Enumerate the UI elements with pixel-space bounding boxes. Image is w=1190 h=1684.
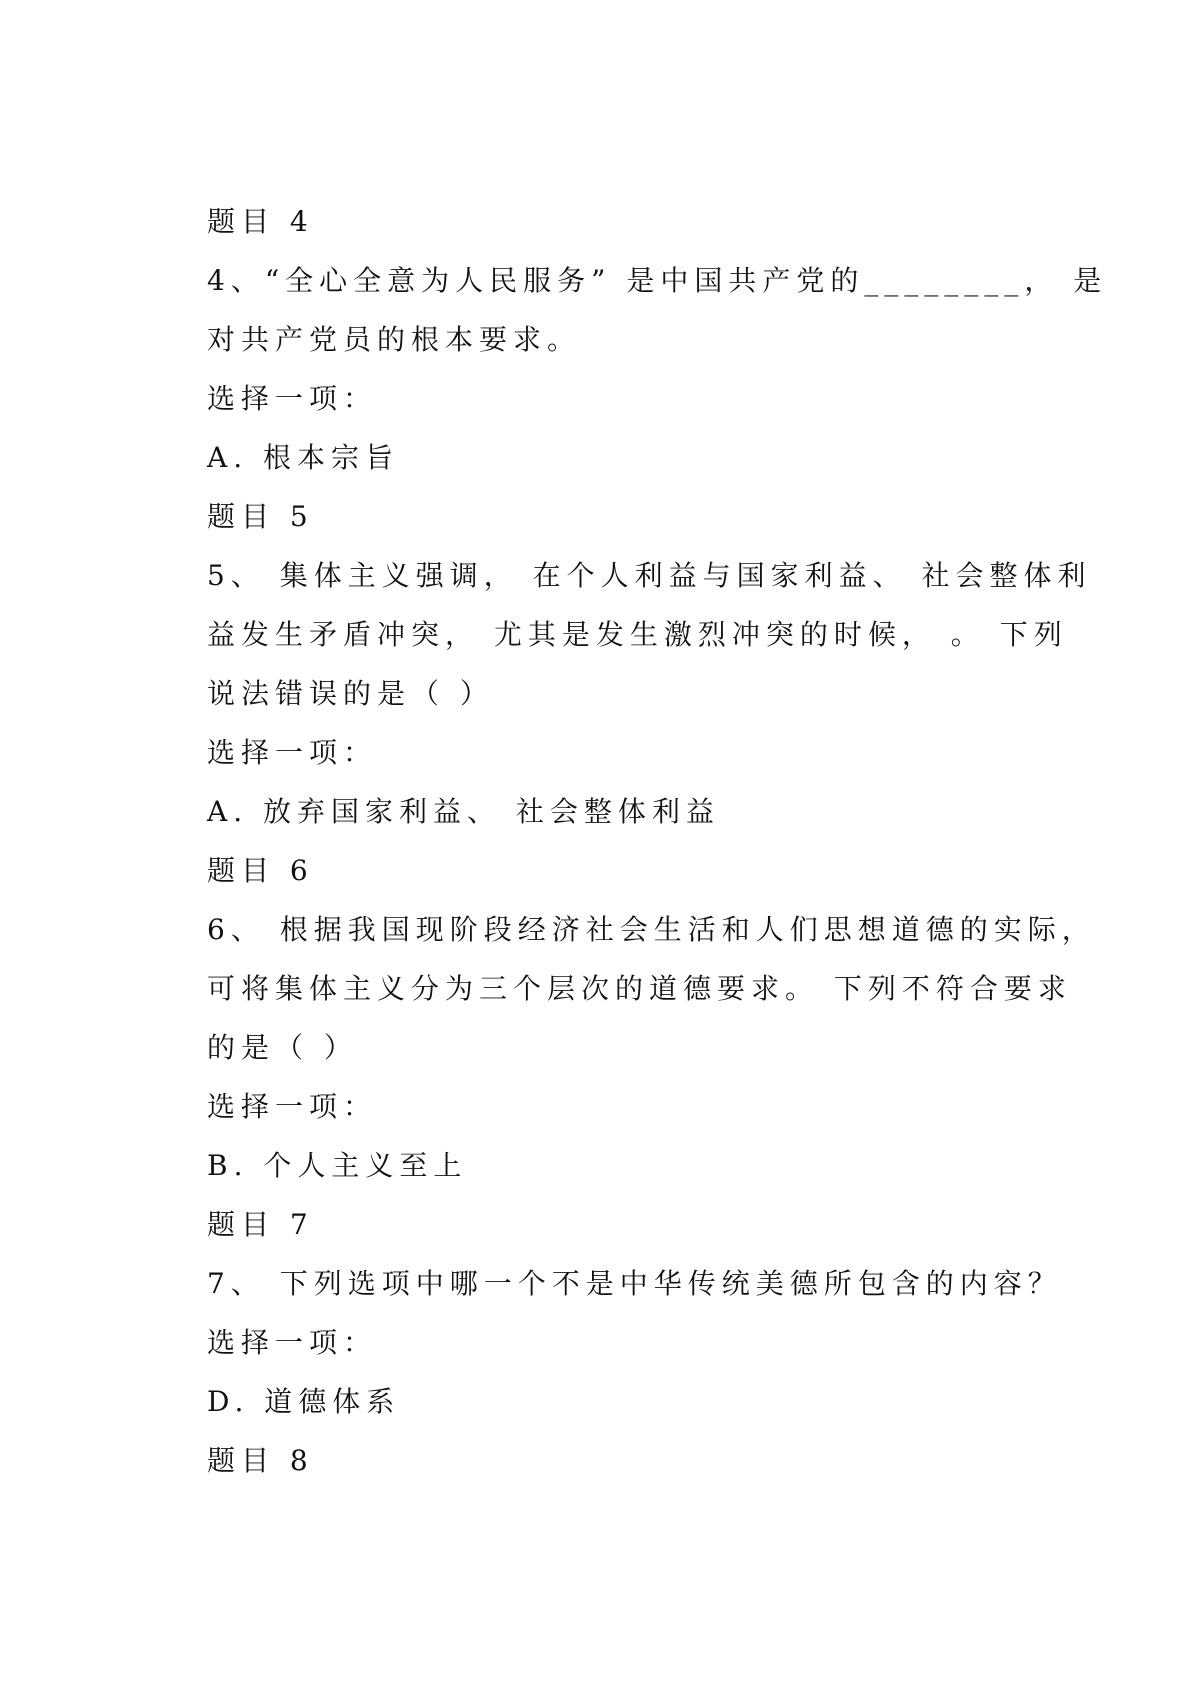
question-text-6-line-2: 可将集体主义分为三个层次的道德要求。 下列不符合要求: [207, 972, 1072, 1005]
choose-one-label: 选择一项：: [207, 736, 378, 769]
question-text-4-line-2: 对共产党员的根本要求。: [207, 323, 582, 356]
answer-option-7: D. 道德体系: [207, 1385, 401, 1418]
answer-option-6: B. 个人主义至上: [207, 1149, 468, 1182]
question-heading-5: 题目 5: [207, 500, 314, 533]
choose-one-label: 选择一项：: [207, 382, 378, 415]
question-text-6-line-3: 的是（ ）: [207, 1031, 358, 1064]
answer-option-4: A. 根本宗旨: [207, 441, 400, 474]
answer-option-5: A. 放弃国家利益、 社会整体利益: [207, 795, 720, 828]
question-heading-8: 题目 8: [207, 1444, 314, 1477]
question-text-5-line-1: 5、 集体主义强调， 在个人利益与国家利益、 社会整体利: [207, 559, 1092, 592]
question-text-6-line-1: 6、 根据我国现阶段经济社会生活和人们思想道德的实际，: [207, 913, 1096, 946]
choose-one-label: 选择一项：: [207, 1326, 378, 1359]
question-text-7-line-1: 7、 下列选项中哪一个不是中华传统美德所包含的内容？: [207, 1267, 1062, 1300]
question-heading-7: 题目 7: [207, 1208, 314, 1241]
question-text-5-line-2: 益发生矛盾冲突， 尤其是发生激烈冲突的时候， 。 下列: [207, 618, 1068, 651]
question-text-5-line-3: 说法错误的是（ ）: [207, 677, 494, 710]
question-heading-6: 题目 6: [207, 854, 314, 887]
question-heading-4: 题目 4: [207, 205, 314, 238]
question-text-4-line-1: 4、“全心全意为人民服务” 是中国共产党的________， 是: [207, 264, 1108, 297]
choose-one-label: 选择一项：: [207, 1090, 378, 1123]
document-body: [207, 192, 1108, 1490]
